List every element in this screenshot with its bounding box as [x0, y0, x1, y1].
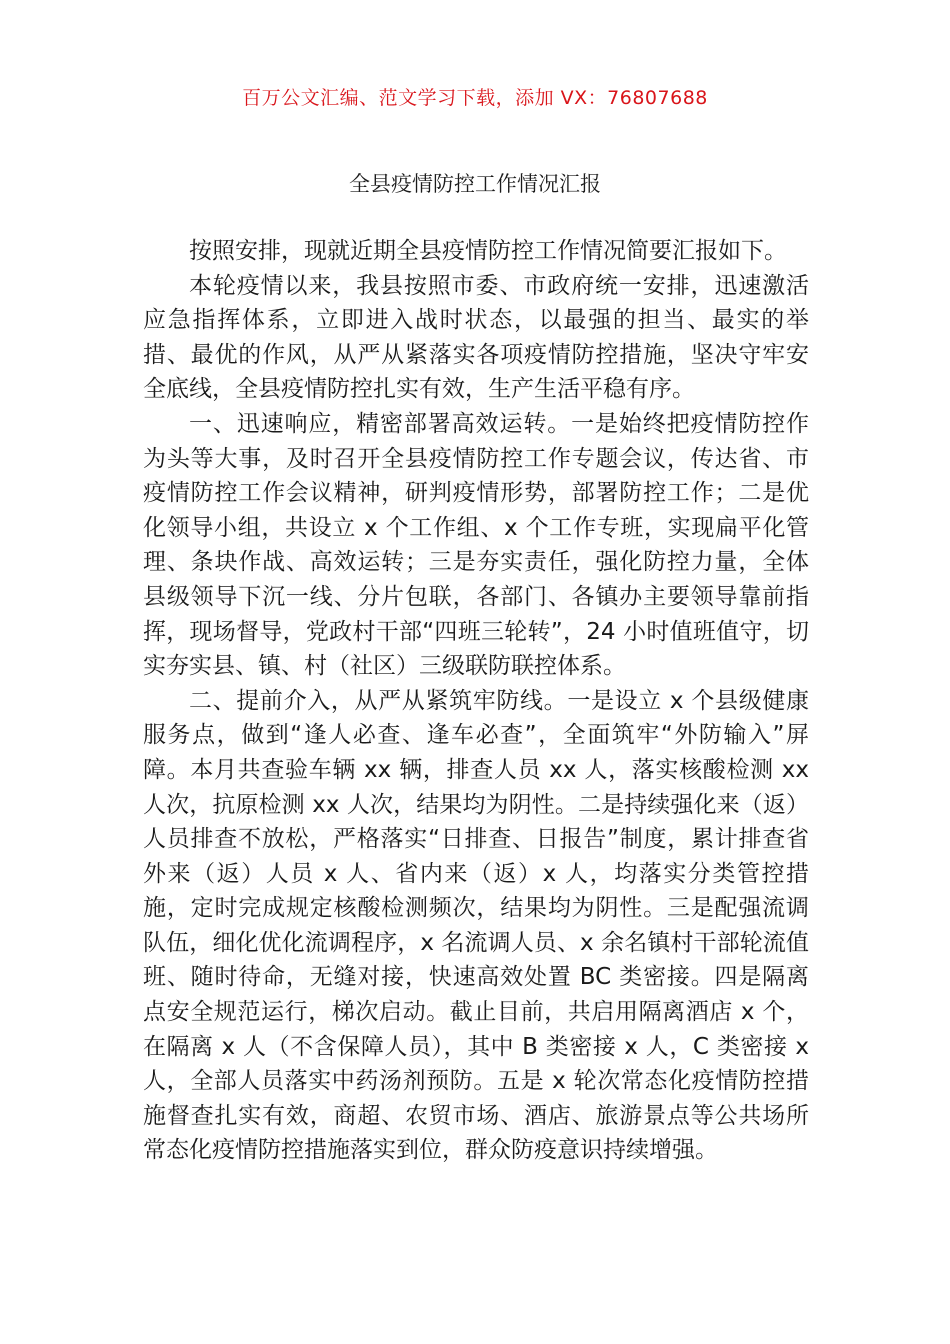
paragraph-section-one: 一、迅速响应，精密部署高效运转。一是始终把疫情防控作为头等大事，及时召开全县疫情防控工作专题会议，传达省、市疫情防控工作会议精神，研判疫情形势，部署防控工作；二是优化领导小组，共设立 x 个工作组、x 个工作专班，实现扁平化管理、条块作战、高效运转；三是夯实责任，强化防控力量，全体县级领导下沉一线、分片包联，各部门、各镇办主要领导靠前指挥，现场督导，党政村干部“四班三轮转”，24 小时值班值守，切实夯实县、镇、村（社区）三级联防联控体系。	[143, 410, 809, 680]
document-body	[143, 234, 809, 1168]
paragraph-intro: 按照安排，现就近期全县疫情防控工作情况简要汇报如下。	[189, 238, 787, 264]
paragraph-overview: 本轮疫情以来，我县按照市委、市政府统一安排，迅速激活应急指挥体系，立即进入战时状态，以最强的担当、最实的举措、最优的作风，从严从紧落实各项疫情防控措施，坚决守牢安全底线，全县疫情防控扎实有效，生产生活平稳有序。	[143, 272, 809, 403]
document-title: 全县疫情防控工作情况汇报	[349, 172, 601, 196]
promo-header: 百万公文汇编、范文学习下载，添加 VX：76807688	[242, 87, 708, 109]
paragraph-section-two: 二、提前介入，从严从紧筑牢防线。一是设立 x 个县级健康服务点，做到“逢人必查、逢车必查”，全面筑牢“外防输入”屏障。本月共查验车辆 xx 辆，排查人员 xx 人，落实核酸检测 xx 人次，抗原检测 xx 人次，结果均为阴性。二是持续强化来（返）人员排查不放松，严格落实“日排查、日报告”制度，累计排查省外来（返）人员 x 人、省内来（返）x 人，均落实分类管控措施，定时完成规定核酸检测频次，结果均为阴性。三是配强流调队伍，细化优化流调程序，x 名流调人员、x 余名镇村干部轮流值班、随时待命，无缝对接，快速高效处置 BC 类密接。四是隔离点安全规范运行，梯次启动。截止目前，共启用隔离酒店 x 个，在隔离 x 人（不含保障人员），其中 B 类密接 x 人，C 类密接 x 人，全部人员落实中药汤剂预防。五是 x 轮次常态化疫情防控措施督查扎实有效，商超、农贸市场、酒店、旅游景点等公共场所常态化疫情防控措施落实到位，群众防疫意识持续增强。	[143, 687, 809, 1164]
